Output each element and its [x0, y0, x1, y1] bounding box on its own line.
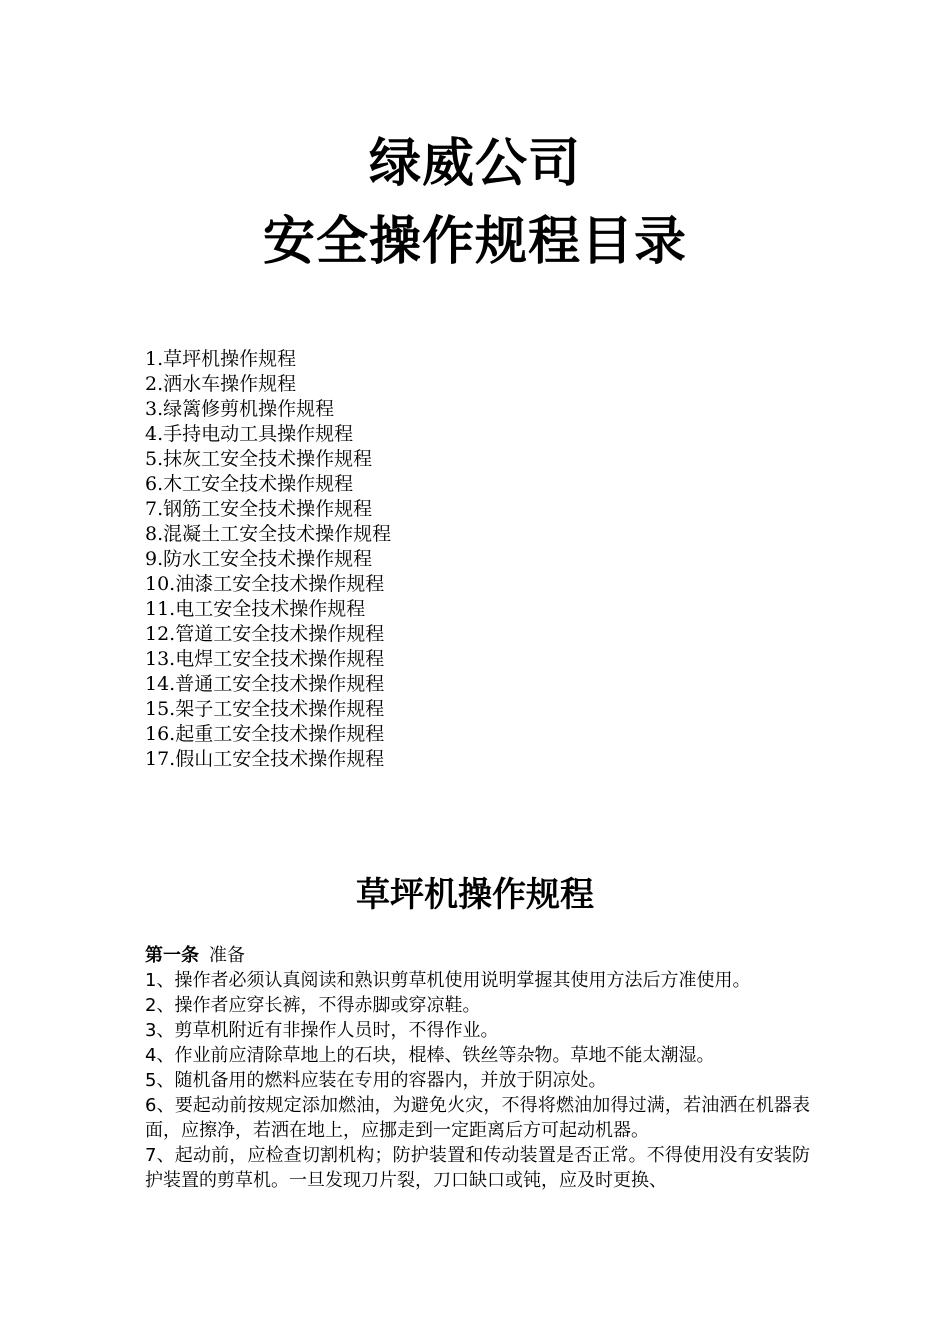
toc-item: 3.绿篱修剪机操作规程 — [145, 398, 335, 420]
toc-item: 5.抹灰工安全技术操作规程 — [145, 448, 373, 470]
paragraph — [145, 1068, 810, 1093]
section-body — [145, 943, 810, 1193]
toc-item: 15.架子工安全技术操作规程 — [145, 698, 385, 720]
toc-item: 8.混凝土工安全技术操作规程 — [145, 523, 392, 545]
toc-item: 4.手持电动工具操作规程 — [145, 423, 354, 445]
toc-item: 7.钢筋工安全技术操作规程 — [145, 498, 373, 520]
toc-item: 12.管道工安全技术操作规程 — [145, 623, 385, 645]
paragraph-number: 7 — [145, 1145, 157, 1166]
paragraph-number: 5 — [145, 1070, 157, 1091]
paragraph-text: 、要起动前按规定添加燃油，为避免火灾，不得将燃油加得过满，若油洒在机器表面，应擦净，若洒在地上，应挪走到一定距离后方可起动机器。 — [145, 1095, 810, 1141]
paragraph-number: 1 — [145, 970, 157, 991]
toc-item: 17.假山工安全技术操作规程 — [145, 748, 385, 770]
paragraph-text: 、操作者应穿长裤，不得赤脚或穿凉鞋。 — [156, 995, 481, 1016]
paragraph — [145, 968, 810, 993]
toc-item: 1.草坪机操作规程 — [145, 348, 297, 370]
paragraph — [145, 1093, 810, 1143]
paragraph-number: 2 — [145, 995, 157, 1016]
table-of-contents — [145, 347, 391, 772]
paragraph-text: 、作业前应清除草地上的石块，棍棒、铁丝等杂物。草地不能太潮湿。 — [156, 1045, 715, 1066]
paragraph-number: 4 — [145, 1045, 157, 1066]
toc-item: 11.电工安全技术操作规程 — [145, 598, 366, 620]
paragraph — [145, 1018, 810, 1043]
article-number: 第一条 — [145, 945, 199, 966]
paragraph-number: 6 — [145, 1095, 157, 1116]
toc-item: 13.电焊工安全技术操作规程 — [145, 648, 385, 670]
paragraph-text: 、随机备用的燃料应装在专用的容器内，并放于阴凉处。 — [156, 1070, 607, 1091]
company-title: 绿威公司 — [368, 134, 581, 194]
toc-item: 9.防水工安全技术操作规程 — [145, 548, 373, 570]
article-name: 准备 — [209, 945, 245, 966]
toc-item: 6.木工安全技术操作规程 — [145, 473, 354, 495]
paragraph — [145, 1043, 810, 1068]
toc-item: 2.洒水车操作规程 — [145, 373, 297, 395]
toc-item: 10.油漆工安全技术操作规程 — [145, 573, 385, 595]
paragraph-text: 、剪草机附近有非操作人员时，不得作业。 — [156, 1020, 499, 1041]
paragraph-text: 、操作者必须认真阅读和熟识剪草机使用说明掌握其使用方法后方准使用。 — [156, 970, 751, 991]
paragraph-text: 、起动前，应检查切割机构；防护装置和传动装置是否正常。不得使用没有安装防护装置的剪草机。一旦发现刀片裂，刀口缺口或钝，应及时更换、 — [145, 1145, 810, 1191]
paragraph — [145, 1143, 810, 1193]
paragraph — [145, 993, 810, 1018]
toc-item: 14.普通工安全技术操作规程 — [145, 673, 385, 695]
article-heading — [145, 943, 810, 968]
toc-item: 16.起重工安全技术操作规程 — [145, 723, 385, 745]
paragraph-number: 3 — [145, 1020, 157, 1041]
section-title: 草坪机操作规程 — [356, 875, 594, 915]
document-title: 安全操作规程目录 — [262, 212, 687, 272]
